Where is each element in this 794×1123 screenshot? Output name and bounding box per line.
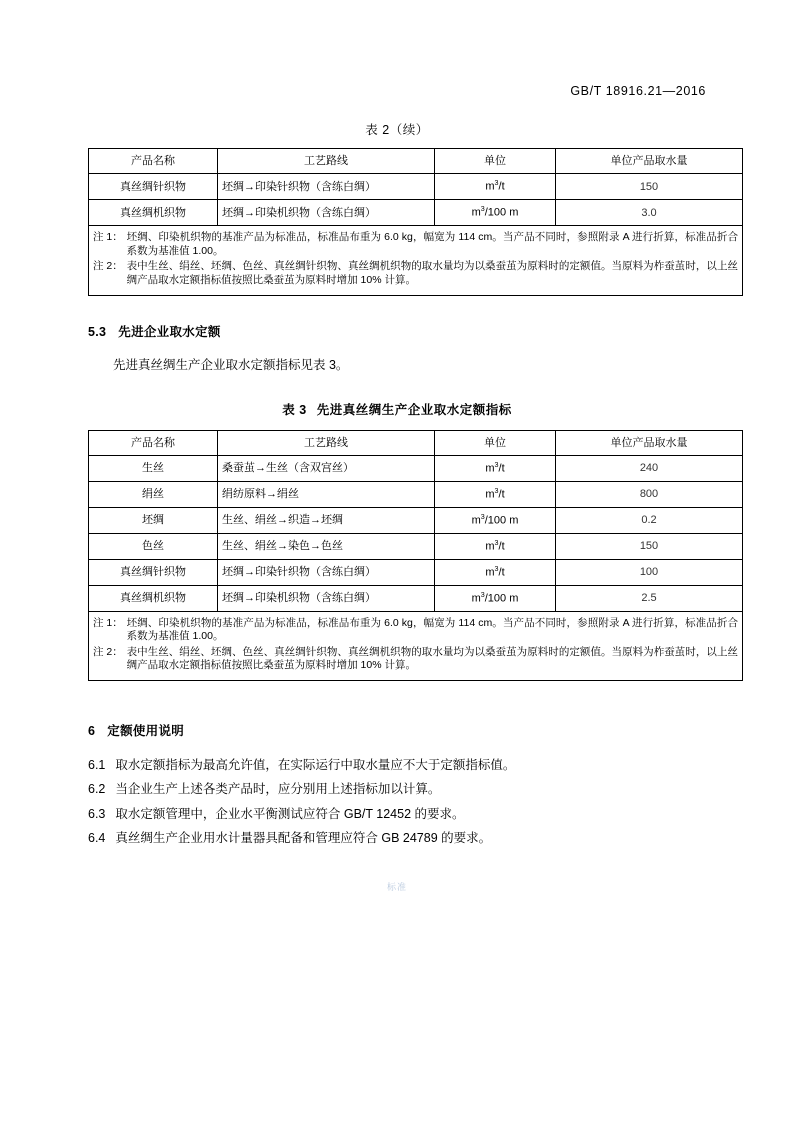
- note-item: [93, 617, 738, 644]
- page-watermark: 标准: [386, 882, 408, 892]
- note-text: 坯绸、印染机织物的基准产品为标准品，标准品布重为 6.0 kg，幅宽为 114 cm。当产品不同时，参照附录 A 进行折算，标准品折合系数为基准值 1.00。: [126, 616, 738, 643]
- note-text: 表中生丝、绢丝、坯绸、色丝、真丝绸针织物、真丝绸机织物的取水量均为以桑蚕茧为原料时的定额值。当原料为柞蚕茧时，以上丝绸产品取水定额指标值按照比桑蚕茧为原料时增加 10% 计算。: [126, 645, 738, 672]
- note-item: [93, 231, 738, 258]
- clause-6-3: [88, 802, 706, 826]
- table3-col-unit: 单位: [435, 430, 556, 455]
- section-5-3-title: 先进企业取水定额: [118, 324, 221, 339]
- table3-header: [89, 430, 743, 455]
- cell-value: 150: [556, 533, 743, 559]
- table2-header: [89, 149, 743, 174]
- clause-6-2-text: 当企业生产上述各类产品时，应分别用上述指标加以计算。: [115, 782, 441, 797]
- table3-body: [89, 455, 743, 680]
- clause-6-3-text: 取水定额管理中，企业水平衡测试应符合 GB/T 12452 的要求。: [115, 806, 465, 821]
- table2-col-unit: 单位: [435, 149, 556, 174]
- table3-notes-row: [89, 611, 743, 681]
- cell-value: 800: [556, 481, 743, 507]
- cell-route: 绢纺原料→绢丝: [218, 481, 435, 507]
- clause-6-2: [88, 777, 706, 801]
- table-row: [89, 200, 743, 226]
- clause-6-4-text: 真丝绸生产企业用水计量器具配备和管理应符合 GB 24789 的要求。: [115, 831, 492, 846]
- note-item: [93, 260, 738, 287]
- cell-value: 2.5: [556, 585, 743, 611]
- table3-caption-number: 表 3: [282, 402, 307, 417]
- section-5-3-heading: [88, 322, 706, 340]
- section-6-number: 6: [88, 724, 96, 739]
- table3-notes: [89, 611, 743, 681]
- cell-unit: $m^3/t$: [435, 533, 556, 559]
- cell-product: 坯绸: [89, 507, 218, 533]
- cell-product: 色丝: [89, 533, 218, 559]
- cell-value: 240: [556, 455, 743, 481]
- cell-unit: $m^3/100$ m: [435, 585, 556, 611]
- table2-col-value: 单位产品取水量: [556, 149, 743, 174]
- cell-unit: $m^3/t$: [435, 174, 556, 200]
- note-label: 注 2：: [93, 645, 123, 658]
- cell-route: 坯绸→印染针织物（含练白绸）: [218, 559, 435, 585]
- note-label: 注 2：: [93, 260, 123, 273]
- cell-unit: $m^3/100$ m: [435, 200, 556, 226]
- cell-product: 生丝: [89, 455, 218, 481]
- section-5-3-number: 5.3: [88, 324, 107, 339]
- section-5-3-paragraph: 先进真丝绸生产企业取水定额指标见表 3。: [113, 357, 349, 372]
- table-header-row: [89, 430, 743, 455]
- table-row: [89, 533, 743, 559]
- cell-unit: $m^3/100$ m: [435, 507, 556, 533]
- cell-unit: $m^3/t$: [435, 559, 556, 585]
- cell-route: 坯绸→印染针织物（含练白绸）: [218, 174, 435, 200]
- cell-value: 150: [556, 174, 743, 200]
- cell-route: 桑蚕茧→生丝（含双宫丝）: [218, 455, 435, 481]
- document-content: [88, 120, 738, 851]
- cell-route: 生丝、绢丝→织造→坯绸: [218, 507, 435, 533]
- table2-body: [89, 174, 743, 295]
- cell-product: 真丝绸机织物: [89, 200, 218, 226]
- table2-col-product: 产品名称: [89, 149, 218, 174]
- table-header-row: [89, 149, 743, 174]
- cell-route: 坯绸→印染机织物（含练白绸）: [218, 200, 435, 226]
- table-row: [89, 455, 743, 481]
- section-6-title: 定额使用说明: [107, 724, 185, 739]
- note-label: 注 1：: [93, 231, 123, 244]
- clause-6-1-number: 6.1: [88, 758, 106, 773]
- table-row: [89, 174, 743, 200]
- table3-col-value: 单位产品取水量: [556, 430, 743, 455]
- cell-unit: $m^3/t$: [435, 481, 556, 507]
- table2: [88, 148, 743, 296]
- section-6-clauses: [88, 753, 706, 851]
- clause-6-1-text: 取水定额指标为最高允许值，在实际运行中取水量应不大于定额指标值。: [115, 758, 516, 773]
- table3: [88, 430, 743, 682]
- clause-6-4-number: 6.4: [88, 831, 106, 846]
- cell-value: 0.2: [556, 507, 743, 533]
- clause-6-4: [88, 826, 706, 850]
- note-text: 坯绸、印染机织物的基准产品为标准品，标准品布重为 6.0 kg，幅宽为 114 cm。当产品不同时，参照附录 A 进行折算，标准品折合系数为基准值 1.00。: [126, 231, 738, 257]
- clause-6-1: [88, 753, 706, 777]
- table-row: [89, 481, 743, 507]
- cell-product: 真丝绸针织物: [89, 174, 218, 200]
- clause-6-2-number: 6.2: [88, 782, 106, 797]
- table3-col-route: 工艺路线: [218, 430, 435, 455]
- table3-col-product: 产品名称: [89, 430, 218, 455]
- cell-product: 真丝绸机织物: [89, 585, 218, 611]
- note-text: 表中生丝、绢丝、坯绸、色丝、真丝绸针织物、真丝绸机织物的取水量均为以桑蚕茧为原料时的定额值。当原料为柞蚕茧时，以上丝绸产品取水定额指标值按照比桑蚕茧为原料时增加 10% 计算。: [126, 260, 738, 287]
- table-row: [89, 559, 743, 585]
- cell-product: 真丝绸针织物: [89, 559, 218, 585]
- table-row: [89, 507, 743, 533]
- cell-value: 3.0: [556, 200, 743, 226]
- table2-caption: 表 2（续）: [365, 123, 429, 137]
- section-6-heading: [88, 721, 706, 739]
- cell-unit: $m^3/t$: [435, 455, 556, 481]
- table3-caption-title: 先进真丝绸生产企业取水定额指标: [316, 402, 512, 417]
- table2-notes-row: [89, 226, 743, 296]
- table2-notes: [89, 226, 743, 296]
- cell-route: 生丝、绢丝→染色→色丝: [218, 533, 435, 559]
- cell-product: 绢丝: [89, 481, 218, 507]
- clause-6-3-number: 6.3: [88, 806, 106, 821]
- table2-col-route: 工艺路线: [218, 149, 435, 174]
- page-header-standard-number: GB/T 18916.21—2016: [570, 84, 706, 98]
- note-item: [93, 646, 738, 673]
- cell-route: 坯绸→印染机织物（含练白绸）: [218, 585, 435, 611]
- cell-value: 100: [556, 559, 743, 585]
- note-label: 注 1：: [93, 616, 123, 629]
- table3-caption: [88, 400, 706, 418]
- table-row: [89, 585, 743, 611]
